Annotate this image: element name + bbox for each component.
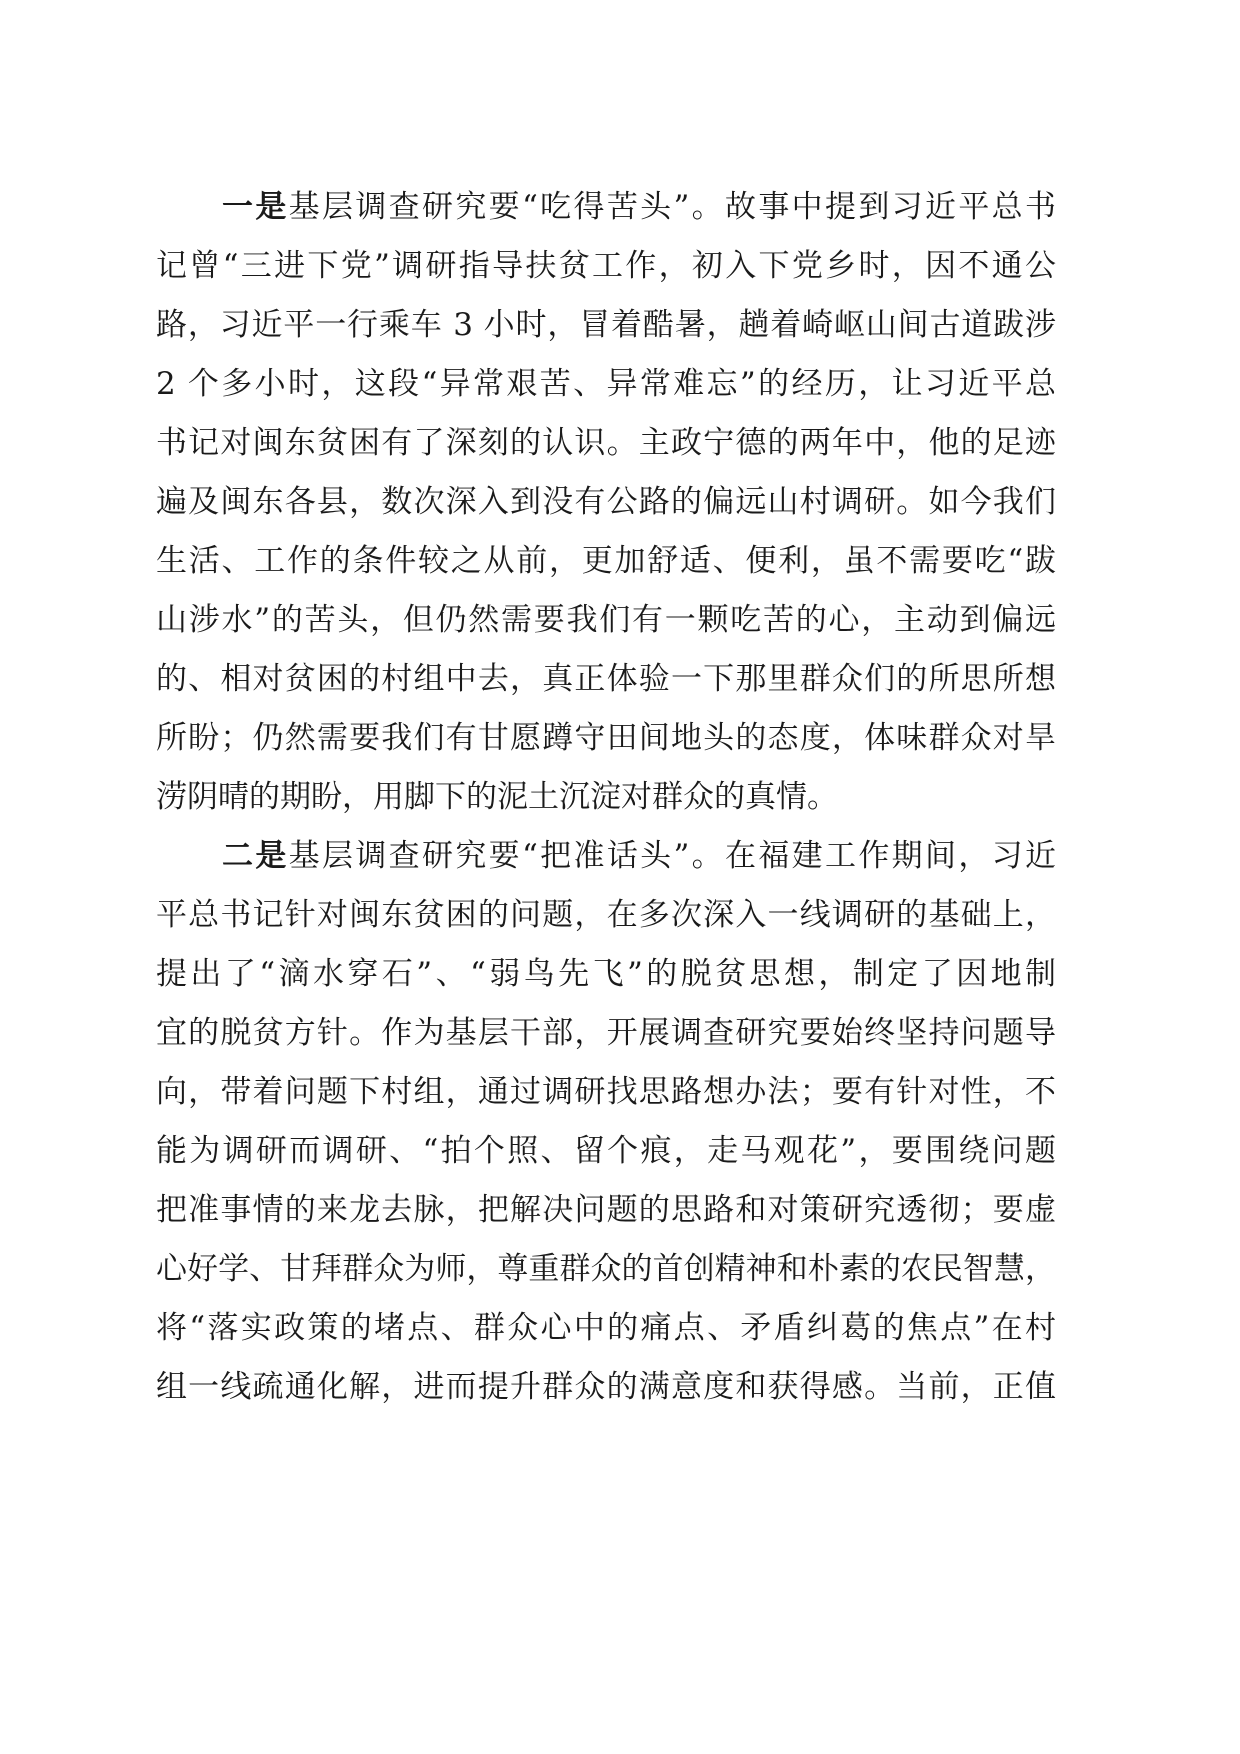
paragraph-1-line-2: 记曾“三进下党”调研指导扶贫工作，初入下党乡时，因不通公: [156, 248, 1056, 284]
paragraph-1-line-1-text: 基层调查研究要“吃得苦头”。故事中提到习近平总书: [288, 189, 1056, 225]
paragraph-2-line-1-text: 基层调查研究要“把准话头”。在福建工作期间，习近: [288, 838, 1056, 874]
paragraph-2-line-5: 向，带着问题下村组，通过调研找思路想办法；要有针对性，不: [156, 1074, 1056, 1110]
paragraph-1-line-7: 生活、工作的条件较之从前，更加舒适、便利，虽不需要吃“跋: [156, 543, 1056, 579]
paragraph-1-line-1: [156, 178, 1056, 237]
paragraph-1-line-3: 路，习近平一行乘车 3 小时，冒着酷暑，趟着崎岖山间古道跋涉: [156, 307, 1056, 343]
paragraph-2-line-3: 提出了“滴水穿石”、“弱鸟先飞”的脱贫思想，制定了因地制: [156, 956, 1056, 992]
paragraph-1-line-4: 2 个多小时，这段“异常艰苦、异常难忘”的经历，让习近平总: [156, 366, 1056, 402]
paragraph-2-line-4: 宜的脱贫方针。作为基层干部，开展调查研究要始终坚持问题导: [156, 1015, 1056, 1051]
paragraph-2-line-6: 能为调研而调研、“拍个照、留个痕，走马观花”，要围绕问题: [156, 1133, 1056, 1169]
paragraph-2-lead: 二是: [222, 838, 289, 874]
paragraph-2-line-2: 平总书记针对闽东贫困的问题，在多次深入一线调研的基础上，: [156, 897, 1056, 933]
paragraph-1-line-9: 的、相对贫困的村组中去，真正体验一下那里群众们的所思所想: [156, 661, 1056, 697]
paragraph-2-line-8: 心好学、甘拜群众为师，尊重群众的首创精神和朴素的农民智慧，: [156, 1251, 1056, 1287]
paragraph-2-line-10: 组一线疏通化解，进而提升群众的满意度和获得感。当前，正值: [156, 1369, 1056, 1405]
paragraph-1-line-11: 涝阴晴的期盼，用脚下的泥土沉淀对群众的真情。: [156, 779, 838, 815]
paragraph-1-line-10: 所盼；仍然需要我们有甘愿蹲守田间地头的态度，体味群众对旱: [156, 720, 1056, 756]
paragraph-1-line-6: 遍及闽东各县，数次深入到没有公路的偏远山村调研。如今我们: [156, 484, 1056, 520]
paragraph-2-line-7: 把准事情的来龙去脉，把解决问题的思路和对策研究透彻；要虚: [156, 1192, 1056, 1228]
paragraph-1-line-5: 书记对闽东贫困有了深刻的认识。主政宁德的两年中，他的足迹: [156, 425, 1056, 461]
paragraph-2-line-1: [156, 827, 1056, 886]
paragraph-1-lead: 一是: [222, 189, 289, 225]
paragraph-2-line-9: 将“落实政策的堵点、群众心中的痛点、矛盾纠葛的焦点”在村: [156, 1310, 1056, 1346]
document-body: [156, 178, 1056, 1417]
paragraph-1-line-8: 山涉水”的苦头，但仍然需要我们有一颗吃苦的心，主动到偏远: [156, 602, 1056, 638]
